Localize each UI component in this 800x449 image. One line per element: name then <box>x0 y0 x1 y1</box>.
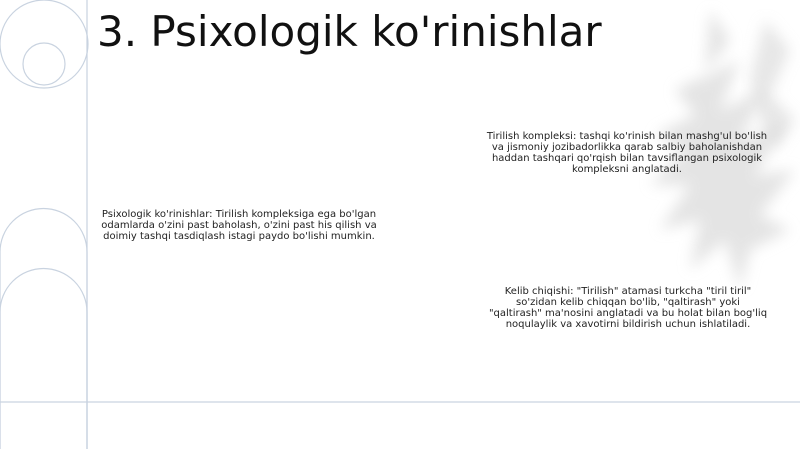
slide-title: 3. Psixologik ko'rinishlar <box>97 7 602 56</box>
origin-text: Kelib chiqishi: "Tirilish" atamasi turkcha "tiril tiril" so'zidan kelib chiqqan bo'lib, "qaltirash" yoki "qaltirash" ma'nosini anglatadi va bu holat bilan bog'liq noqulaylik va xavotirni bildirish uchun ishlatiladi. <box>488 286 768 330</box>
lower-arch-outline <box>0 269 87 449</box>
upper-arch-outline <box>0 208 87 449</box>
large-circle-outline <box>0 0 88 88</box>
psychological-manifestations-text: Psixologik ko'rinishlar: Tirilish kompleksiga ega bo'lgan odamlarda o'zini past baholash, o'zini past his qilish va doimiy tashqi tasdiqlash istagi paydo bo'lishi mumkin. <box>101 209 377 242</box>
small-circle-outline <box>23 43 65 85</box>
complex-definition-text: Tirilish kompleksi: tashqi ko'rinish bilan mashg'ul bo'lish va jismoniy jozibadorlikka qarab salbiy baholanishdan haddan tashqari qo'rqish bilan tavsiflangan psixologik kompleksni anglatadi. <box>486 131 768 175</box>
